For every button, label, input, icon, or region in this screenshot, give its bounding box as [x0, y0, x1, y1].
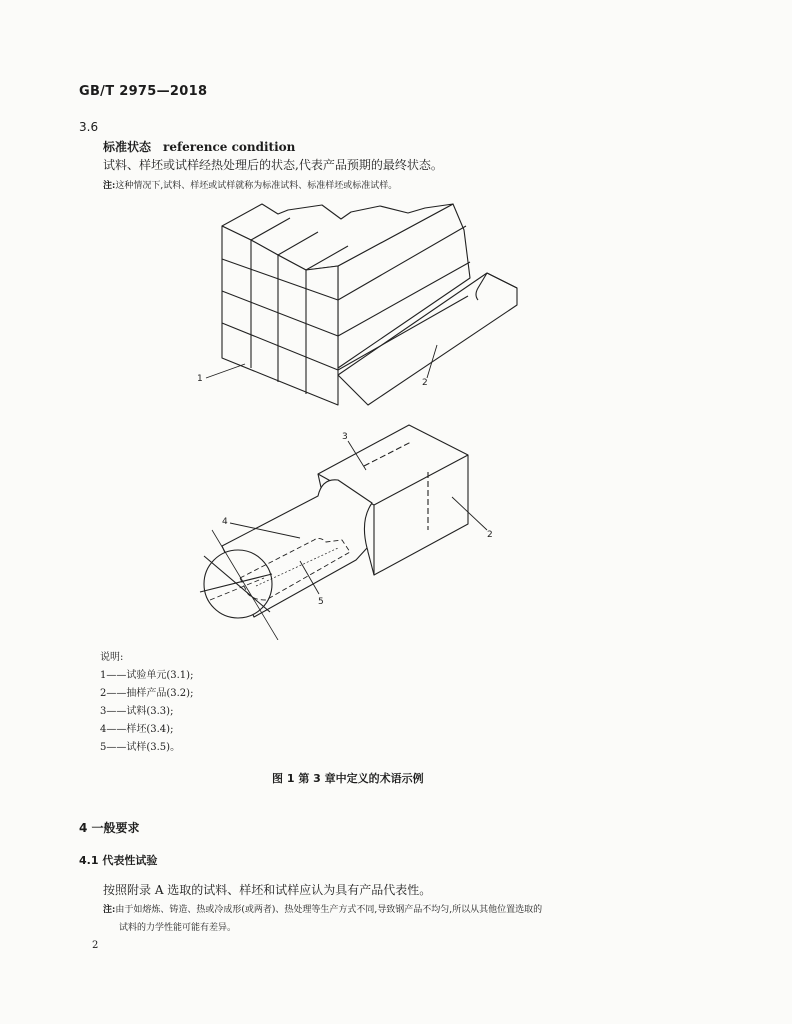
test-unit-block-stack [222, 204, 517, 405]
legend-item: 1——试验单元(3.1); [100, 670, 194, 681]
term-english: reference condition [163, 140, 296, 154]
page-number: 2 [92, 940, 99, 951]
note-line-1: 由于如熔炼、铸造、热或冷成形(或两者)、热处理等生产方式不同,导致钢产品不均匀,所以从其他位置选取的 [115, 905, 543, 915]
section-4-heading: 4 一般要求 [79, 821, 140, 835]
legend-item: 3——试料(3.3); [100, 706, 174, 717]
standard-number-header: GB/T 2975—2018 [79, 84, 208, 99]
section-4-1-paragraph: 按照附录 A 选取的试料、样坯和试样应认为具有产品代表性。 [103, 883, 432, 897]
legend-title: 说明: [100, 652, 124, 663]
legend-item: 4——样坯(3.4); [100, 724, 174, 735]
callout-2-bottom: 2 [487, 530, 493, 540]
legend-item: 2——抽样产品(3.2); [100, 688, 194, 699]
callout-3-bottom: 3 [342, 432, 348, 442]
callout-1-top: 1 [197, 374, 203, 384]
note-text: 这种情况下,试料、样坯或试样就称为标准试料、标准样坯或标准试样。 [115, 181, 398, 191]
note-line-2: 试料的力学性能可能有差异。 [119, 923, 237, 933]
figure-caption: 图 1 第 3 章中定义的术语示例 [272, 772, 424, 785]
callout-4-bottom: 4 [222, 517, 228, 527]
clause-number: 3.6 [79, 120, 99, 134]
bar-end-ellipse [204, 550, 272, 618]
coupon-specimen-illustration [200, 425, 468, 640]
term-definition: 试料、样坯或试样经热处理后的状态,代表产品预期的最终状态。 [103, 158, 443, 172]
note-label: 注: [103, 181, 116, 191]
section-4-1-note [103, 902, 542, 915]
callout-5-bottom: 5 [318, 597, 324, 607]
note-label: 注: [103, 905, 116, 915]
legend-item: 5——试样(3.5)。 [100, 742, 181, 753]
section-4-1-heading: 4.1 代表性试验 [79, 854, 158, 867]
callout-2-top: 2 [422, 378, 428, 388]
term-chinese: 标准状态 [103, 140, 152, 154]
